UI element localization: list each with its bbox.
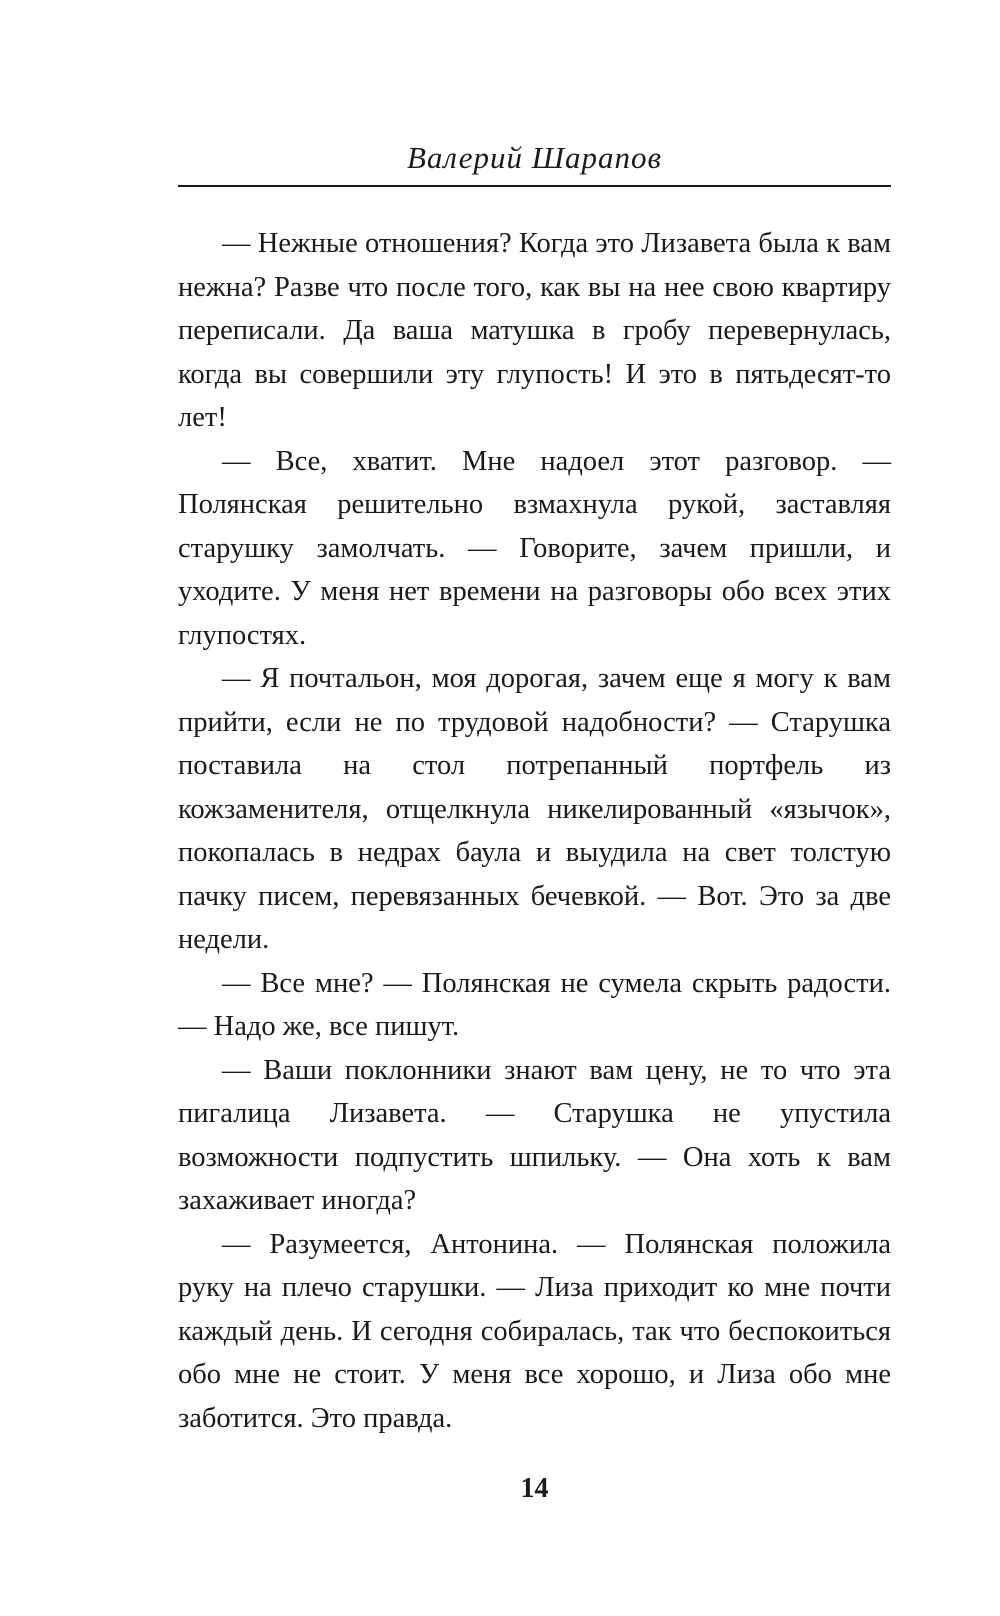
- body-text: [178, 222, 891, 1440]
- paragraph: — Нежные отношения? Когда это Лизавета была к вам нежна? Разве что после того, как вы на нее свою квартиру переписали. Да ваша матушка в гробу перевернулась, когда вы совершили эту глупость! И это в пятьдесят-то лет!: [178, 228, 891, 433]
- paragraph: — Все, хватит. Мне надоел этот разговор. — Полянская решительно взмахнула рукой, заставляя старушку замолчать. — Говорите, зачем пришли, и уходите. У меня нет времени на разговоры обо всех этих глупостях.: [178, 445, 891, 651]
- book-page: [178, 0, 891, 1616]
- paragraph: — Ваши поклонники знают вам цену, не то что эта пигалица Лизавета. — Старушка не упустила возможности подпустить шпильку. — Она хоть к вам захаживает иногда?: [178, 1054, 891, 1216]
- header-rule: [178, 185, 891, 187]
- page-number: 14: [520, 1473, 549, 1504]
- running-header-author: Валерий Шарапов: [406, 140, 663, 175]
- paragraph: — Я почтальон, моя дорогая, зачем еще я могу к вам прийти, если не по трудовой надобности? — Старушка поставила на стол потрепанный портфель из кожзаменителя, отщелкнула никелированный «язычок», покопалась в недрах баула и выудила на свет толстую пачку писем, перевязанных бечевкой. — Вот. Это за две недели.: [178, 663, 891, 955]
- paragraph: — Все мне? — Полянская не сумела скрыть радости. — Надо же, все пишут.: [178, 967, 891, 1042]
- paragraph: — Разумеется, Антонина. — Полянская положила руку на плечо старушки. — Лиза приходит ко мне почти каждый день. И сегодня собиралась, так что беспокоиться обо мне не стоит. У меня все хорошо, и Лиза обо мне заботится. Это правда.: [178, 1228, 891, 1434]
